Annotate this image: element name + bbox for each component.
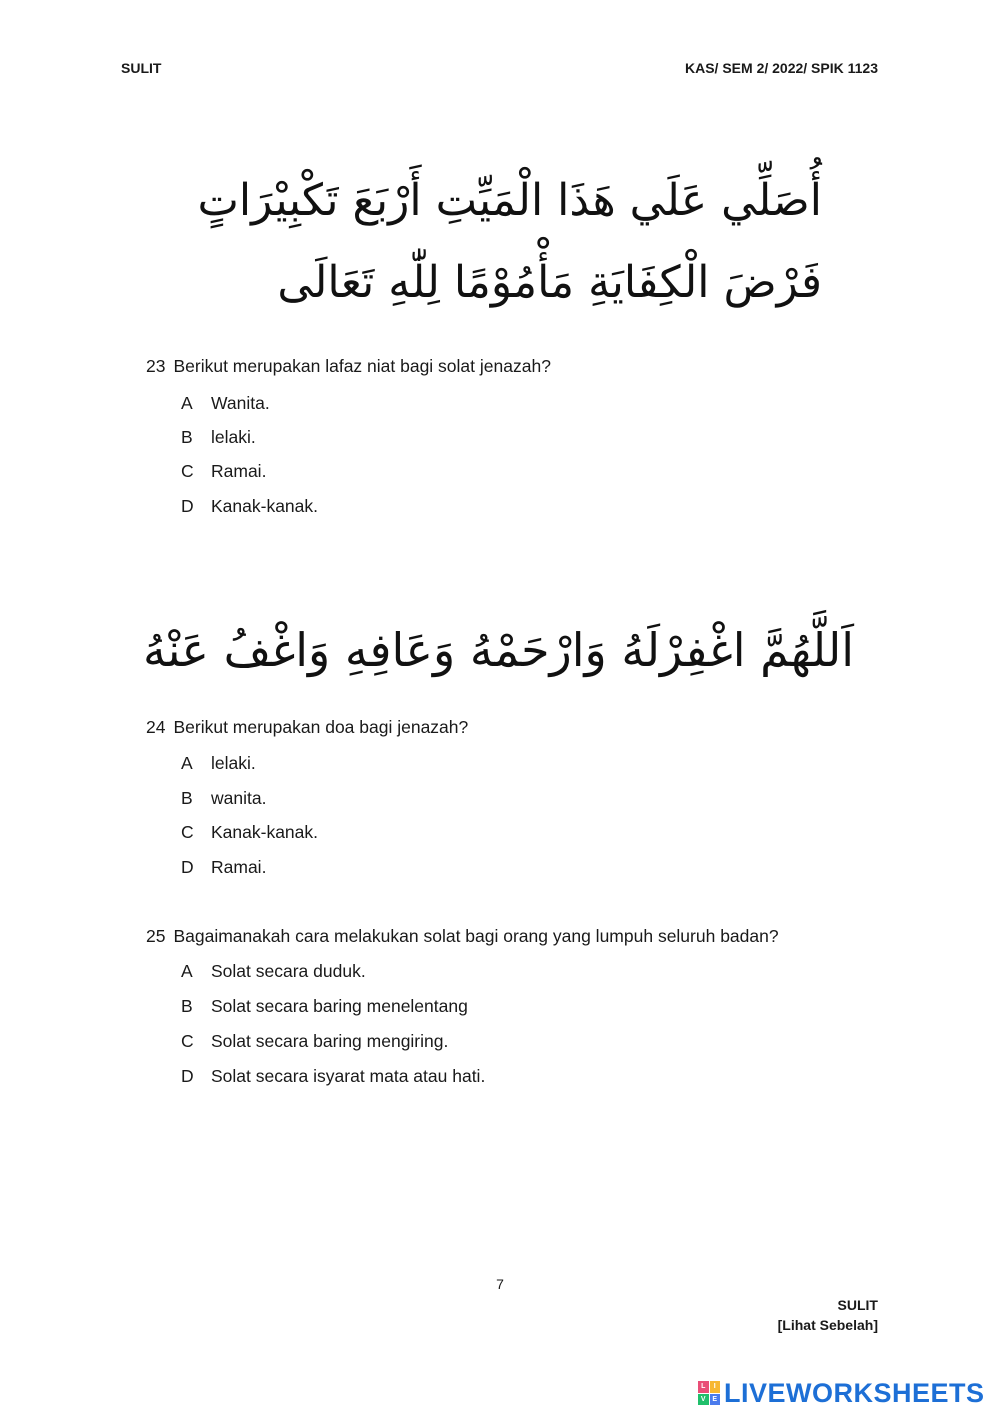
option-23-d[interactable] — [181, 496, 318, 517]
option-24-c[interactable] — [181, 822, 318, 843]
arabic-niat-line-1: أُصَلِّي عَلَي هَذَا الْمَيِّتِ أَرْبَعَ تَكْبِيْرَاتٍ — [197, 175, 822, 226]
option-letter: D — [181, 857, 194, 877]
option-text: Ramai. — [211, 857, 267, 877]
option-text: Solat secara duduk. — [211, 961, 366, 981]
page-number: 7 — [496, 1276, 504, 1292]
option-letter: B — [181, 427, 193, 447]
liveworksheets-logo-text: LIVEWORKSHEETS — [724, 1377, 985, 1408]
option-text: Solat secara baring menelentang — [211, 996, 468, 1016]
option-25-a[interactable] — [181, 961, 366, 982]
option-24-d[interactable] — [181, 857, 266, 878]
liveworksheets-logo-icon: L I V E — [698, 1381, 720, 1405]
option-letter: D — [181, 496, 194, 516]
header-exam-code: KAS/ SEM 2/ 2022/ SPIK 1123 — [685, 60, 878, 76]
question-25 — [146, 926, 779, 947]
option-25-d[interactable] — [181, 1066, 485, 1087]
arabic-niat-text — [198, 160, 823, 324]
option-letter: A — [181, 753, 193, 773]
arabic-doa-text: اَللَّهُمَّ اغْفِرْلَهُ وَارْحَمْهُ وَعَافِهِ وَاغْفُ عَنْهُ — [142, 623, 854, 677]
option-letter: A — [181, 393, 193, 413]
option-text: wanita. — [211, 788, 267, 808]
option-23-c[interactable] — [181, 461, 266, 482]
option-letter: C — [181, 1031, 194, 1051]
option-letter: D — [181, 1066, 194, 1086]
option-text: lelaki. — [211, 753, 256, 773]
liveworksheets-logo[interactable] — [698, 1376, 985, 1410]
option-text: Solat secara isyarat mata atau hati. — [211, 1066, 486, 1086]
option-25-b[interactable] — [181, 996, 468, 1017]
option-text: Kanak-kanak. — [211, 822, 319, 842]
option-text: Solat secara baring mengiring. — [211, 1031, 449, 1051]
footer-next-page: [Lihat Sebelah] — [777, 1317, 878, 1333]
option-letter: A — [181, 961, 193, 981]
option-24-b[interactable] — [181, 788, 266, 809]
question-text: Berikut merupakan lafaz niat bagi solat jenazah? — [173, 356, 551, 376]
option-25-c[interactable] — [181, 1031, 448, 1052]
option-letter: C — [181, 822, 194, 842]
question-text: Berikut merupakan doa bagi jenazah? — [173, 717, 469, 737]
option-letter: B — [181, 996, 193, 1016]
option-letter: C — [181, 461, 194, 481]
option-23-b[interactable] — [181, 427, 256, 448]
option-letter: B — [181, 788, 193, 808]
option-text: Kanak-kanak. — [211, 496, 319, 516]
arabic-niat-line-2: فَرْضَ الْكِفَايَةِ مَأْمُوْمًا لِلّٰهِ تَعَالَى — [277, 257, 822, 308]
question-number: 24 — [146, 717, 166, 737]
option-text: Wanita. — [211, 393, 270, 413]
question-24 — [146, 717, 468, 738]
footer-classification: SULIT — [837, 1297, 878, 1313]
option-23-a[interactable] — [181, 393, 270, 414]
option-text: Ramai. — [211, 461, 267, 481]
header-classification: SULIT — [121, 60, 162, 76]
question-number: 23 — [146, 356, 166, 376]
option-text: lelaki. — [211, 427, 256, 447]
question-number: 25 — [146, 926, 166, 946]
question-text: Bagaimanakah cara melakukan solat bagi orang yang lumpuh seluruh badan? — [173, 926, 779, 946]
question-23 — [146, 356, 551, 377]
option-24-a[interactable] — [181, 753, 256, 774]
